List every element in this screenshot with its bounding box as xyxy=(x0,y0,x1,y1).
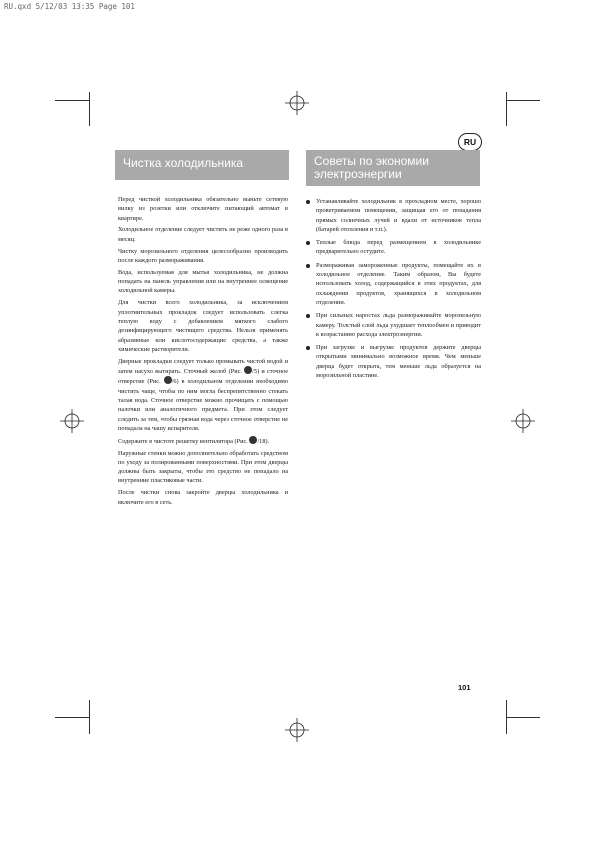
energy-tips-column xyxy=(306,197,481,384)
language-badge: RU xyxy=(458,133,482,151)
registration-mark-icon xyxy=(285,91,309,115)
paragraph: Чистку морозильного отделения целесообразно производить после каждого размораживания. xyxy=(118,247,288,264)
list-item xyxy=(306,261,481,307)
crop-mark xyxy=(55,100,89,101)
cleaning-text-column xyxy=(118,195,288,510)
bullet-icon xyxy=(306,346,310,350)
paragraph: Наружные стенки можно дополнительно обработать средством по уходу за полированными поверхностями. При этом дверцы должны быть закрыты, чтобы это средство не попадало на внутренние пластиковые части. xyxy=(118,449,288,485)
section-title: Советы по экономии xyxy=(314,154,429,168)
list-item-text: При сильных наростах льда размораживайте морозильную камеру. Толстый слой льда ухудшает теплообмен и приводит к возрастанию расхода электроэнергии. xyxy=(316,312,481,338)
crop-mark xyxy=(506,100,540,101)
crop-mark xyxy=(506,700,507,734)
registration-mark-icon xyxy=(285,718,309,742)
paragraph: Для чистки всего холодильника, за исключением уплотнительных прокладок следует использовать слегка теплую воду с добавлением мягкого слабого дезинфицирующего чистящего средства. Нельзя применять абразивные или кислотосодержащие средства, а также химические растворители. xyxy=(118,299,288,353)
section-header-cleaning xyxy=(115,150,289,180)
file-slug: RU.qxd 5/12/03 13:35 Page 101 xyxy=(4,2,135,11)
crop-mark xyxy=(89,700,90,734)
figure-ref-icon xyxy=(244,366,252,374)
bullet-icon xyxy=(306,264,310,268)
list-item-text: Устанавливайте холодильник в прохладном месте, хорошо проветриваемом помещении, защищая его от попадания прямых солнечных лучей и вдали от источников тепла (батарей отопления и т.п.). xyxy=(316,198,481,233)
section-title: электроэнергии xyxy=(314,167,402,181)
text-run: Содержите в чистоте решетку вентилятора (Рис. xyxy=(118,437,250,445)
list-item-text: При загрузке и выгрузке продуктов держите дверцы открытыми минимально возможное время. Чем меньше дверца будет открыта, тем меньше льда образуется на морозильной пластине. xyxy=(316,344,481,380)
crop-mark xyxy=(506,92,507,126)
bullet-icon xyxy=(306,200,310,204)
list-item xyxy=(306,238,481,257)
paragraph: Вода, используемая для мытья холодильника, не должна попадать на панель управления или на внутреннее освещение холодильной камеры. xyxy=(118,268,288,295)
text-run: Дверные прокладки следует только промывать чистой водой и затем насухо вытирать. Сточный желоб (Рис. xyxy=(118,357,288,376)
section-title: Чистка холодильника xyxy=(123,156,244,170)
list-item-text: Размораживая замороженные продукты, помещайте их в холодильное отделение. Таким образом, Вы будете использовать холод, содержащийся в этих продуктах, для охлаждения продуктов, хранящихся в холодильном отделении. xyxy=(316,261,481,306)
registration-mark-icon xyxy=(511,409,535,433)
crop-mark xyxy=(506,717,540,718)
paragraph: Перед чисткой холодильника обязательно выньте сетевую вилку из розетки или отключите питающий автомат в квартире. xyxy=(118,196,288,222)
text-run: /6) в холодильном отделении необходимо чистить чаще, чтобы по ним могла беспрепятственно стекать талая вода. Сточное отверстие можно прочищать с помощью палочки или аналогичного предмета. При этом следует следить за тем, чтобы грязная вода через сточное отверстие не попадала на чашу испарителя. xyxy=(118,378,288,432)
crop-mark xyxy=(89,92,90,126)
text-run: /18). xyxy=(257,437,270,445)
list-item-text: Теплые блюда перед размещением в холодильнике предварительно остудите. xyxy=(316,239,481,256)
figure-ref-icon xyxy=(164,376,172,384)
paragraph: После чистки снова закройте дверцы холодильника и включите его в сеть. xyxy=(118,489,288,506)
text-run: /5) и сточное отверстие (Рис. xyxy=(118,368,288,386)
section-header-energy-saving xyxy=(306,150,480,186)
paragraph xyxy=(118,357,288,433)
paragraph: Холодильное отделение следует чистить не реже одного раза в месяц. xyxy=(118,226,288,243)
paragraph xyxy=(118,436,288,446)
registration-mark-icon xyxy=(60,409,84,433)
page-number: 101 xyxy=(458,683,471,692)
tips-list xyxy=(306,197,481,380)
crop-mark xyxy=(55,717,89,718)
list-item xyxy=(306,197,481,234)
bullet-icon xyxy=(306,314,310,318)
bullet-icon xyxy=(306,241,310,245)
list-item xyxy=(306,311,481,339)
list-item xyxy=(306,343,481,380)
